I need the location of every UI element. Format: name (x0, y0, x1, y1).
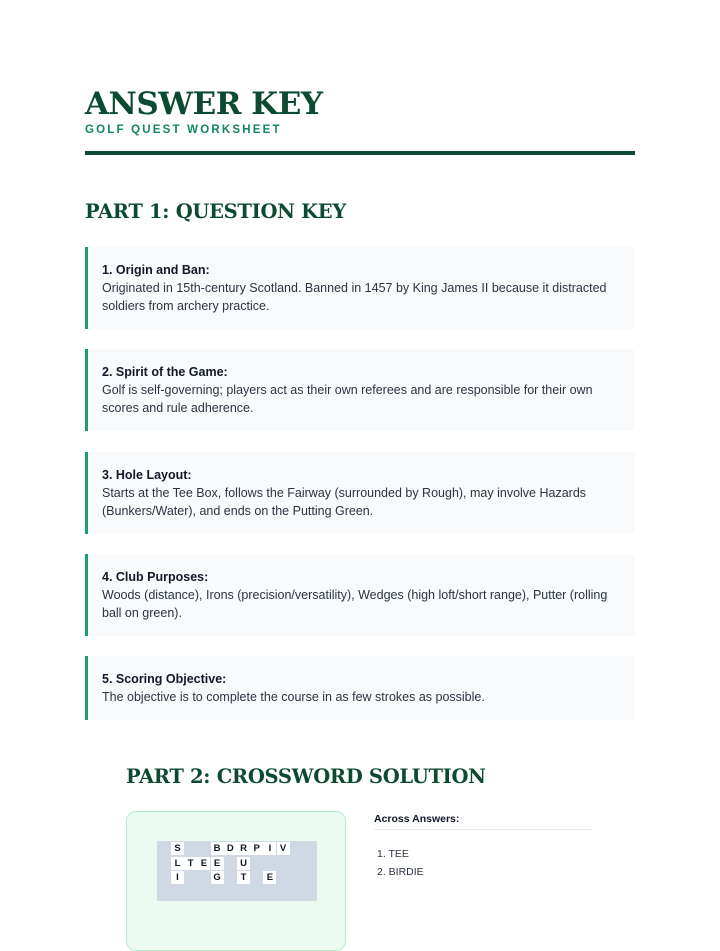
question-label: 3. Hole Layout: (102, 468, 192, 482)
crossword-cell: E (211, 857, 224, 870)
crossword-cell: T (237, 871, 250, 884)
question-card-1 (85, 247, 635, 329)
crossword-cell: S (171, 842, 184, 855)
list-item: 1. TEE (377, 848, 409, 860)
part1-heading: PART 1: QUESTION KEY (85, 200, 346, 223)
question-answer: The objective is to complete the course in as few strokes as possible. (102, 690, 485, 704)
crossword-grid (157, 841, 317, 901)
across-divider (374, 829, 592, 830)
crossword-cell: P (250, 842, 263, 855)
question-label: 2. Spirit of the Game: (102, 365, 228, 379)
question-answer: Originated in 15th-century Scotland. Banned in 1457 by King James II because it distracted soldiers from archery practice. (102, 281, 607, 313)
crossword-cell: U (237, 857, 250, 870)
page-subtitle: GOLF QUEST WORKSHEET (85, 124, 282, 136)
question-answer: Starts at the Tee Box, follows the Fairway (surrounded by Rough), may involve Hazards (Bunkers/Water), and ends on the Putting Green. (102, 486, 587, 518)
page-title: ANSWER KEY (85, 86, 323, 122)
crossword-cell: I (171, 871, 184, 884)
part2-heading: PART 2: CROSSWORD SOLUTION (126, 765, 486, 788)
question-card-5 (85, 656, 635, 720)
crossword-cell: T (184, 857, 197, 870)
crossword-cell: V (277, 842, 290, 855)
crossword-cell: R (237, 842, 250, 855)
header-divider (85, 151, 635, 155)
across-list (377, 845, 424, 881)
question-card-3 (85, 452, 635, 534)
header (85, 86, 635, 136)
question-answer: Golf is self-governing; players act as their own referees and are responsible for their own scores and rule adherence. (102, 383, 593, 415)
crossword-cell: G (211, 871, 224, 884)
question-label: 1. Origin and Ban: (102, 263, 210, 277)
question-card-2 (85, 349, 635, 431)
question-card-4 (85, 554, 635, 636)
crossword-cell: I (263, 842, 276, 855)
question-answer: Woods (distance), Irons (precision/versatility), Wedges (high loft/short range), Putter (rolling ball on green). (102, 588, 608, 620)
crossword-cell: E (263, 871, 276, 884)
question-label: 4. Club Purposes: (102, 570, 209, 584)
crossword-cell: D (224, 842, 237, 855)
crossword-cell: L (171, 857, 184, 870)
list-item: 2. BIRDIE (377, 866, 424, 878)
question-label: 5. Scoring Objective: (102, 672, 227, 686)
crossword-cell: B (211, 842, 224, 855)
across-title: Across Answers: (374, 813, 460, 825)
crossword-cell: E (197, 857, 210, 870)
